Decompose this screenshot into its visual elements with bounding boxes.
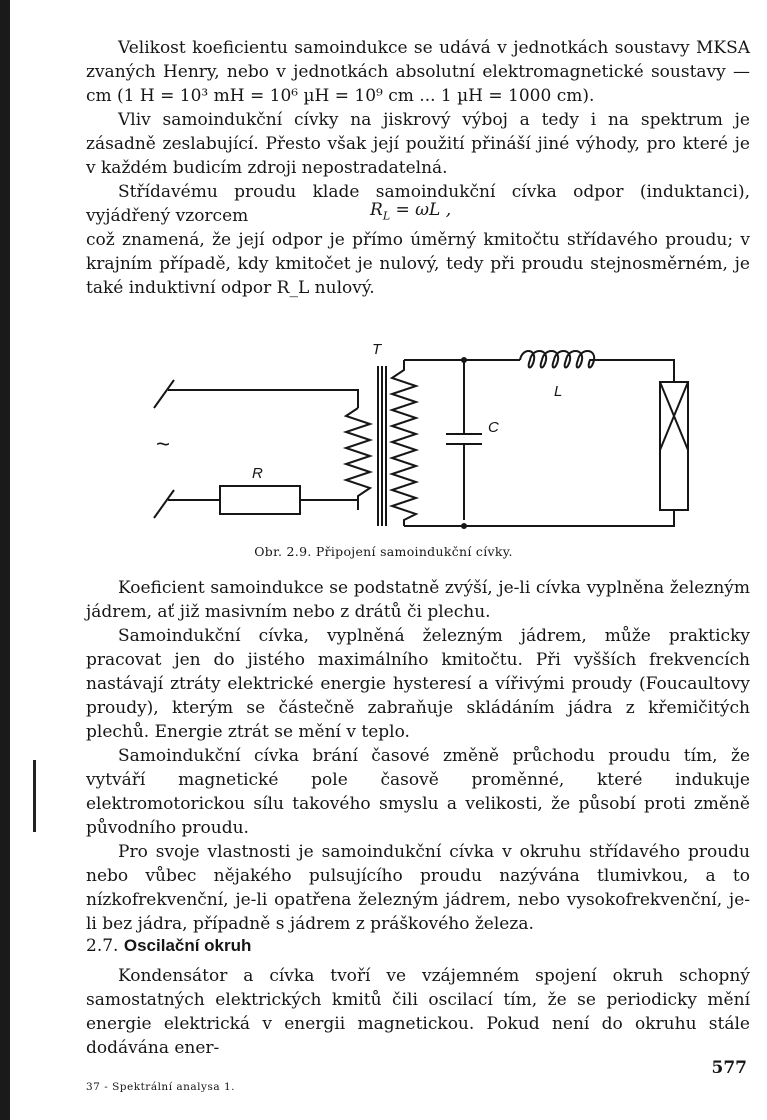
- page-edge-shadow: [0, 0, 10, 1120]
- paragraph-magnetic-field: Samoindukční cívka brání časové změně průchodu proudu tím, že vytváří magnetické pole časově proměnné, které indukuje elektromotorickou sílu takového smyslu a velikosti, že působí proti změně původního proudu.: [86, 746, 750, 838]
- inductance-formula: $R_L = \omega L$ ,: [370, 200, 452, 223]
- paragraph-formula-explanation: což znamená, že její odpor je přímo úměrný kmitočtu střídavého proudu; v krajním případě, kdy kmitočet je nulový, tedy při proudu stejnosměrném, je také induktivní odpor R_L nulový.: [86, 230, 750, 298]
- primary-winding: [346, 408, 370, 510]
- inductor-L: [520, 351, 610, 368]
- paragraph-choke: Pro svoje vlastnosti je samoindukční cívka v okruhu střídavého proudu nebo vůbec nějakého pulsujícího proudu nazývána tlumivkou, a to nízkofrekvenční, je-li opatřena železným jádrem, nebo vysokofrekvenční, je-li bez jádra, případně s jádrem z práškového železa.: [86, 842, 750, 934]
- terminal-top: [154, 380, 174, 408]
- wire-to-gap: [610, 360, 674, 382]
- circuit-diagram: [140, 340, 700, 540]
- terminal-bottom: [154, 490, 174, 518]
- resistor-R: [220, 486, 300, 514]
- footer-signature: 37 - Spektrální analysa 1.: [86, 1081, 235, 1093]
- spark-gap-electrodes: [660, 382, 688, 450]
- paragraph-iron-core: Koeficient samoindukce se podstatně zvýší, je-li cívka vyplněna železným jádrem, ať již masivním nebo z drátů či plechu.: [86, 578, 750, 622]
- page-number: 577: [711, 1058, 747, 1078]
- capacitor-plates: [446, 434, 482, 444]
- label-inductor: L: [554, 383, 563, 400]
- paragraph-units: Velikost koeficientu samoindukce se udává v jednotkách soustavy MKSA zvaných Henry, nebo v jednotkách absolutní elektromagnetické soustavy — cm (1 H = 10³ mH = 10⁶ µH = 10⁹ cm ... 1 µH = 1000 cm).: [86, 38, 750, 106]
- margin-mark: [33, 760, 36, 832]
- junction-top: [461, 357, 467, 363]
- text-block-bottom: [86, 964, 750, 1060]
- figure-caption: Obr. 2.9. Připojení samoindukční cívky.: [254, 544, 513, 559]
- ac-source-symbol: ~: [156, 431, 171, 458]
- secondary-winding: [392, 360, 416, 526]
- paragraph-oscillation: Kondensátor a cívka tvoří ve vzájemném spojení okruh schopný samostatných elektrických kmitů čili oscilací tím, že se periodicky mění energie elektrická v energii magnetickou. Pokud není do okruhu stále dodávána ener-: [86, 966, 750, 1058]
- text-block-middle: [86, 576, 750, 936]
- wire-primary-top: [168, 390, 358, 408]
- section-heading: [86, 936, 251, 956]
- paragraph-inductance: [86, 180, 750, 228]
- spark-gap-housing: [660, 382, 688, 510]
- section-number: 2.7.: [86, 936, 119, 956]
- section-title: Oscilační okruh: [123, 936, 252, 955]
- label-capacitor: C: [488, 419, 499, 436]
- paragraph-max-frequency: Samoindukční cívka, vyplněná železným jádrem, může prakticky pracovat jen do jistého maximálního kmitočtu. Při vyšších frekvencích nastávají ztráty elektrické energie hysteresí a vířivými proudy (Foucaultovy proudy), kterým se částečně zabraňuje skládáním jádra z křemičitých plechů. Energie ztrát se mění v teplo.: [86, 626, 750, 742]
- wire-primary-bottom: [168, 500, 358, 510]
- paragraph-spark-influence: Vliv samoindukční cívky na jiskrový výboj a tedy i na spektrum je zásadně zeslabující. Přesto však její použití přináší jiné výhody, pro které je v každém budicím zdroji nepostradatelná.: [86, 110, 750, 178]
- junction-bottom: [461, 523, 467, 529]
- label-transformer: T: [372, 341, 382, 358]
- wire-return: [404, 510, 674, 526]
- label-resistor: R: [252, 465, 263, 482]
- transformer-core: [378, 366, 386, 526]
- text-block-top: [86, 36, 750, 300]
- inductance-lead-text: Střídavému proudu klade samoindukční cívka odpor (induktanci), vyjádřený vzorcem: [86, 182, 750, 226]
